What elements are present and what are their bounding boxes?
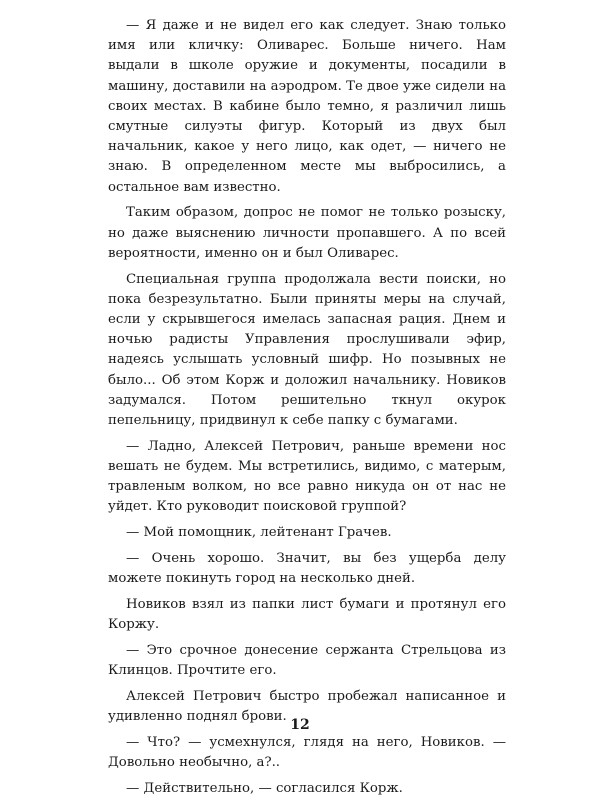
paragraph: — Это срочное донесение сержанта Стрельцова из Клинцов. Прочтите его.: [108, 643, 506, 679]
page-number: 12: [290, 717, 310, 733]
paragraph: — Действительно, — согласился Корж.: [126, 781, 403, 797]
paragraph: Новиков взял из папки лист бумаги и протянул его Коржу.: [108, 597, 506, 633]
paragraph: — Я даже и не видел его как следует. Знаю только имя или кличку: Оливарес. Больше ничего. Нам выдали в школе оружие и документы, посадили в машину, доставили на аэродром. Те двое уже сидели на своих местах. В кабине было темно, я различил лишь смутные силуэты фигур. Который из двух был начальник, какое у него лицо, как одет, — ничего не знаю. В определенном месте мы выбросились, а остальное вам известно.: [108, 18, 506, 195]
body-text: [108, 16, 506, 805]
paragraph: — Что? — усмехнулся, глядя на него, Новиков. — Довольно необычно, а?..: [108, 735, 506, 771]
paragraph: — Очень хорошо. Значит, вы без ущерба делу можете покинуть город на несколько дней.: [108, 551, 506, 587]
paragraph: Алексей Петрович быстро пробежал написанное и удивленно поднял брови.: [108, 689, 506, 725]
paragraph: — Мой помощник, лейтенант Грачев.: [126, 525, 392, 541]
paragraph: Таким образом, допрос не помог не только розыску, но даже выяснению личности пропавшего. А по всей вероятности, именно он и был Оливарес.: [108, 205, 506, 261]
paragraph: Специальная группа продолжала вести поиски, но пока безрезультатно. Были приняты меры на случай, если у скрывшегося имелась запасная рация. Днем и ночью радисты Управления прослушивали эфир, надеясь услышать условный шифр. Но позывных не было... Об этом Корж и доложил начальнику. Новиков задумался. Потом решительно ткнул окурок пепельницу, придвинул к себе папку с бумагами.: [108, 271, 506, 429]
paragraph: — Ладно, Алексей Петрович, раньше времени нос вешать не будем. Мы встретились, видимо, с матерым, травленым волком, но все равно никуда он от нас не уйдет. Кто руководит поисковой группой?: [108, 438, 506, 515]
